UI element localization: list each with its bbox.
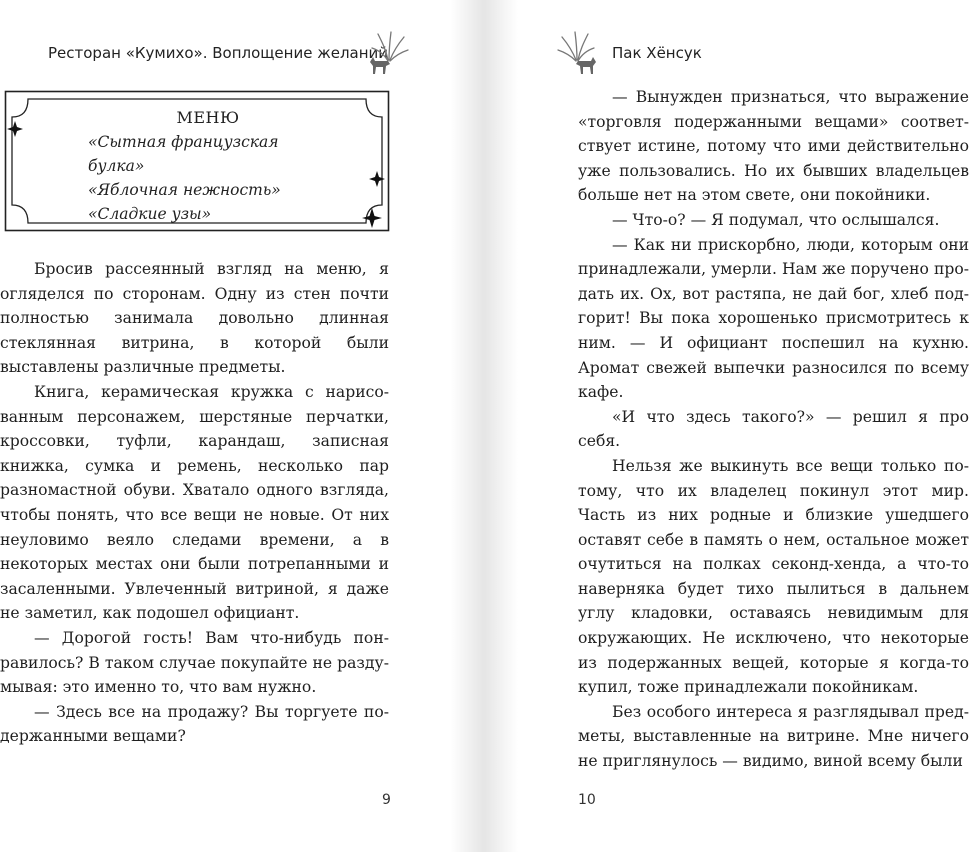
fox-icon [364,30,410,76]
paragraph: — Здесь все на продажу? Вы торгуете подержанными вещами? [0,702,389,746]
gutter-shadow [450,0,484,852]
paragraph: — Вынужден признаться, что выражение «торговля подержанными вещами» соответствует истине, потому что ими действительно уже пользовались. Но их бывших владельцев больше нет на этом свете, они покойники. [578,88,969,205]
paragraph: Без особого интереса я разглядывал предметы, выставленные на витрине. Мне ничего не приглянулось — видимо, виной всему были [578,702,969,771]
menu-list [88,106,328,226]
paragraph: Книга, керамическая кружка с нарисованным персонажем, шерстяные перчатки, кроссовки, туфли, карандаш, записная книжка, сумка и ремень, несколько пар разномастной обуви. Хватало одного взгляда, чтобы понять, что все вещи не новые. От них неуловимо веяло следами времени, а в некоторых местах они были потрепанными и засаленными. Увлеченный витриной, я даже не заметил, как подошел официант. [0,382,389,623]
paragraph: Бросив рассеянный взгляд на меню, я огляделся по сторонам. Одну из стен почти полностью занимала довольно длинная стеклянная витрина, в которой были выставлены различные предметы. [0,260,389,377]
page-number: 9 [382,792,391,808]
paragraph: — Что-о? — Я подумал, что ослышался. [612,210,940,229]
paragraph: — Как ни прискорбно, люди, которым они принадлежали, умерли. Нам же поручено продать их. Ох, вот растяпа, не дай бог, хлеб подгорит! Вы пока хорошенько присмотритесь к ним. — И официант поспешил на кухню. Аромат свежей выпечки разносился по всему кафе. [578,235,969,402]
menu-item: «Яблочная нежность» [88,181,281,199]
body-text-left [0,257,389,749]
left-page [0,0,484,852]
body-text-right [578,85,969,774]
paragraph: «И что здесь такого?» — решил я про себя. [578,407,969,451]
page-number: 10 [578,792,596,808]
running-head-book-title: Ресторан «Кумихо». Воплощение желаний [48,44,389,62]
gutter-shadow [484,0,518,852]
paragraph: — Дорогой гость! Вам что-нибудь понравилось? В таком случае покупайте не раздумывая: это именно то, что вам нужно. [0,628,389,697]
menu-item: «Сытная французская булка» [88,133,279,175]
paragraph: Нельзя же выкинуть все вещи только потому, что их владелец покинул этот мир. Часть из них родные и близкие ушедшего оставят себе в память о нем, остальное может очутиться на полках секонд-хенда, а что-то наверняка будет тихо пылиться в дальнем углу кладовки, оставаясь невидимым для окружающих. Не исключено, что некоторые из подержанных вещей, которые я когда-то купил, тоже принадлежали покойникам. [578,456,969,697]
menu-title: МЕНЮ [176,108,240,127]
menu-item: «Сладкие узы» [88,205,212,223]
fox-icon [556,30,602,76]
running-head-author: Пак Хёнсук [612,44,702,62]
